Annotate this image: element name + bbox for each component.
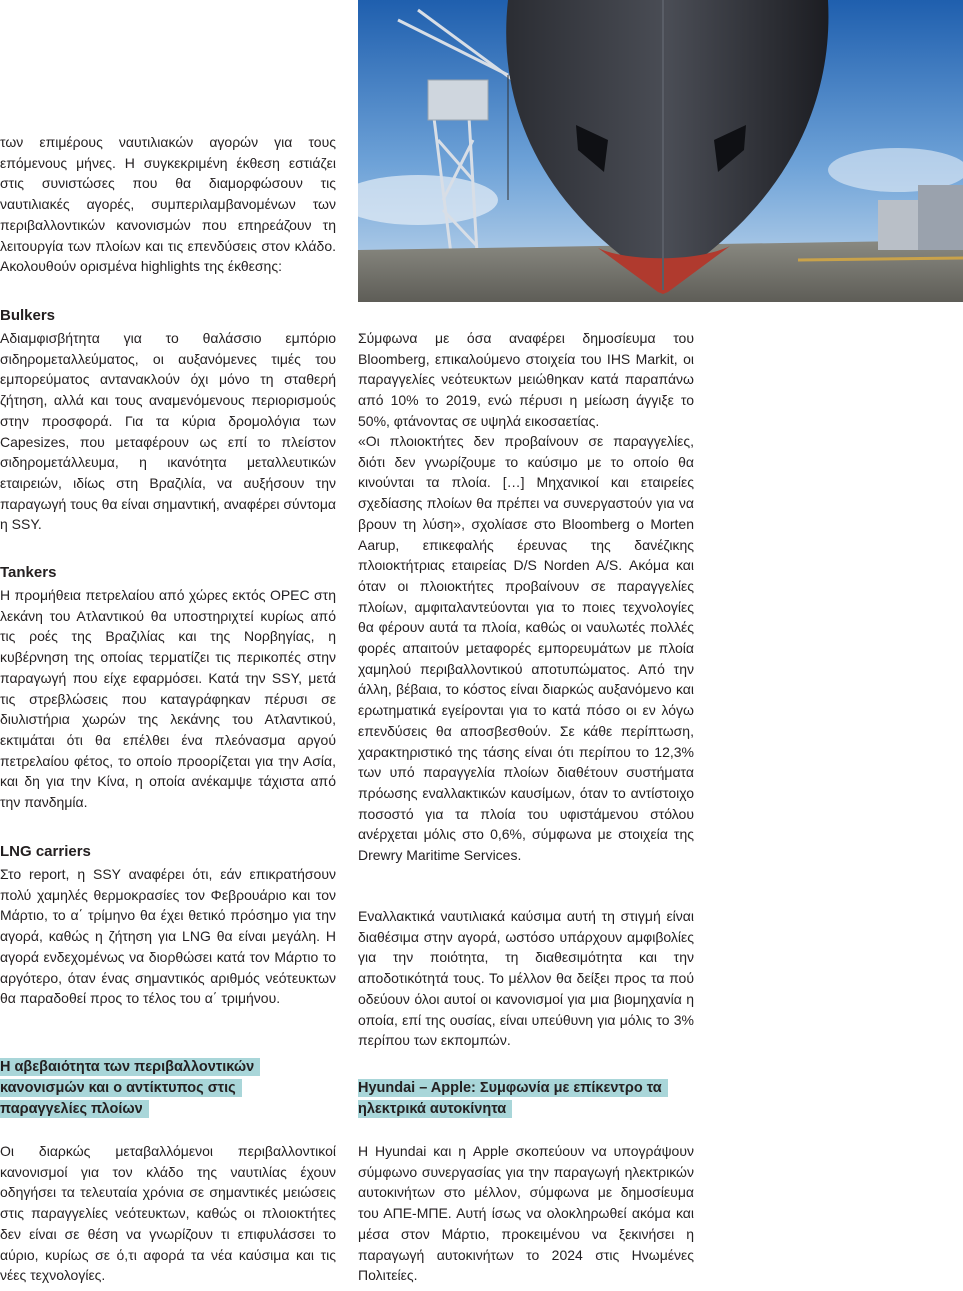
uncertainty-paragraph: Οι διαρκώς μεταβαλλόμενοι περιβαλλοντικοί κανονισμοί για τον κλάδο της ναυτιλίας έχουν οδηγήσει τα τελευταία χρόνια σε σημαντικές μειώσεις στις παραγγελίες νεότευκτων, καθώς οι πλοιοκτήτες δεν είναι σε θέση να γνωρίζουν τι επιφυλάσσει το αύριο, κυρίως σε ό,τι αφορά τα νέα καύσιμα και τις νέες τεχνολογίες. (0, 1143, 336, 1284)
lng-heading: LNG carriers (0, 843, 91, 860)
bulkers-paragraph: Αδιαμφισβήτητα για το θαλάσσιο εμπόριο σιδηρομεταλλεύματος, οι αυξανόμενες τιμές του εμπορεύματος αντανακλούν όχι μόνο τη σταθερή ζήτηση, αλλά και τους αναμενόμενους περιορισμούς στην προσφορά. Για τα κύρια δρομολόγια των Capesizes, που μεταφέρουν ως επί το πλείστον σιδηρομετάλλευμα, η ικανότητα μεταλλευτικών εταιρειών, ιδίως στη Βραζιλία, να αυξήσουν την παραγωγή τους θα είναι σημαντική, αναφέρει σύντομα η SSY. (0, 330, 336, 533)
uncertainty-heading-text: Η αβεβαιότητα των περιβαλλοντικών κανονισμών και ο αντίκτυπος στις παραγγελίες πλοίων (0, 1058, 260, 1118)
ship-bow-photo (358, 0, 963, 302)
right-paragraph-1: Σύμφωνα με όσα αναφέρει δημοσίευμα του Bloomberg, επικαλούμενο στοιχεία του IHS Markit, οι παραγγελίες νεότευκτων μειώθηκαν κατά παραπάνω από 10% το 2019, ενώ πέρυσι η μείωση άγγιξε το 50%, φτάνοντας σε υψηλά εικοσαετίας. (358, 330, 694, 429)
tankers-heading: Tankers (0, 564, 57, 581)
bulkers-heading: Bulkers (0, 307, 56, 324)
hyundai-heading-text: Hyundai – Apple: Συμφωνία με επίκεντρο τα ηλεκτρικά αυτοκίνητα (358, 1079, 668, 1118)
hyundai-paragraph: Η Hyundai και η Apple σκοπεύουν να υπογράψουν σύμφωνο συνεργασίας για την παραγωγή ηλεκτρικών αυτοκινήτων στο μέλλον, σύμφωνα με δημοσίευμα του ΑΠΕ-ΜΠΕ. Αυτή ίσως να ολοκληρωθεί ακόμα και μέσα στον Μάρτιο, προκειμένου να ξεκινήσει η παραγωγή αυτοκινήτων το 2024 στις Ηνωμένες Πολιτείες. (358, 1143, 694, 1284)
tankers-paragraph: Η προμήθεια πετρελαίου από χώρες εκτός OPEC στη λεκάνη του Ατλαντικού θα υποστηριχτεί κυρίως από τις ροές της Βραζιλίας και της Νορβηγίας, η κυβέρνηση της οποίας τερματίζει τις περικοπές στην παραγωγή που είχε εφαρμόσει. Κατά την SSY, μετά τις στρεβλώσεις που καταγράφηκαν πέρυσι σε διυλιστήρια χωρών της λεκάνης του Ατλαντικού, εκτιμάται ότι θα επέλθει ένα πλεόνασμα αργού πετρελαίου φέτος, το οποίο προορίζεται για την Ασία, και δη για την Κίνα, η οποία ανέκαμψε τάχιστα από την πανδημία. (0, 587, 336, 811)
intro-paragraph: των επιμέρους ναυτιλιακών αγορών για τους επόμενους μήνες. Η συγκεκριμένη έκθεση εστιάζει στις συνιστώσες που θα διαμορφώσουν τις ναυτιλιακές αγορές, συμπεριλαμβανομένων των περιβαλλοντικών κανονισμών που επηρεάζουν τη λειτουργία των πλοίων και τις επενδύσεις στον κλάδο. Ακολουθούν ορισμένα highlights της έκθεσης: (0, 134, 336, 275)
hyundai-heading (358, 1078, 678, 1120)
right-paragraph-3: Εναλλακτικά ναυτιλιακά καύσιμα αυτή τη στιγμή είναι διαθέσιμα στην αγορά, ωστόσο υπάρχουν αμφιβολίες για την ποιότητα, τη διαθεσιμότητα και την αποδοτικότητά τους. Το μέλλον θα δείξει προς τα πού οδεύουν όλοι αυτοί οι κανονισμοί για μια βιομηχανία η οποία, επί της ουσίας, είναι υπεύθυνη για μόλις το 3% περίπου των εκπομπών. (358, 908, 694, 1049)
uncertainty-heading (0, 1057, 290, 1120)
right-paragraph-2: «Οι πλοιοκτήτες δεν προβαίνουν σε παραγγελίες, διότι δεν γνωρίζουμε το καύσιμο με το οποίο θα κινούνται τα πλοία. […] Μηχανικοί και εταιρείες σχεδίασης πλοίων θα πρέπει να συνεργαστούν για να βρουν τη λύση», σχολίασε στο Bloomberg ο Morten Aarup, επικεφαλής έρευνας της δανέζικης πλοιοκτήτριας εταιρείας D/S Norden A/S. Ακόμα και όταν οι πλοιοκτήτες προβαίνουν σε παραγγελίες πλοίων, αμφιταλαντεύονται για το ποιες τεχνολογίες θα φέρουν αυτά τα πλοία, καθώς οι ναυλωτές πολλές φορές απαιτούν μεταφορές εμπορευμάτων με πλοία χαμηλού περιβαλλοντικού αποτυπώματος. Από την άλλη, βέβαια, το κόστος είναι διαρκώς αυξανόμενο και ερωτηματικά εγείρονται για το κατά πόσο οι εν λόγω επενδύσεις θα αποσβεσθούν. Σε κάθε περίπτωση, χαρακτηριστικό της τάσης είναι ότι περίπου το 12,3% των υπό παραγγελία πλοίων διαθέτουν συστήματα πρόωσης εναλλακτικών καυσίμων, όταν το αντίστοιχο ποσοστό για τα πλοία του υφιστάμενου στόλου ανέρχεται μόλις στο 0,6%, σύμφωνα με στοιχεία της Drewry Maritime Services. (358, 433, 694, 864)
lng-paragraph: Στο report, η SSY αναφέρει ότι, εάν επικρατήσουν πολύ χαμηλές θερμοκρασίες τον Φεβρουάριο και τον Μάρτιο, το α΄ τρίμηνο θα έχει θετικό πρόσημο για την αγορά, καθώς η ζήτηση για LNG θα είναι μεγάλη. Η αγορά ενδεχομένως να διορθώσει κατά τον Μάρτιο το αργότερο, όταν ένας σημαντικός αριθμός νεότευκτων θα παραδοθεί προς το τέλος του α΄ τριμήνου. (0, 866, 336, 1007)
